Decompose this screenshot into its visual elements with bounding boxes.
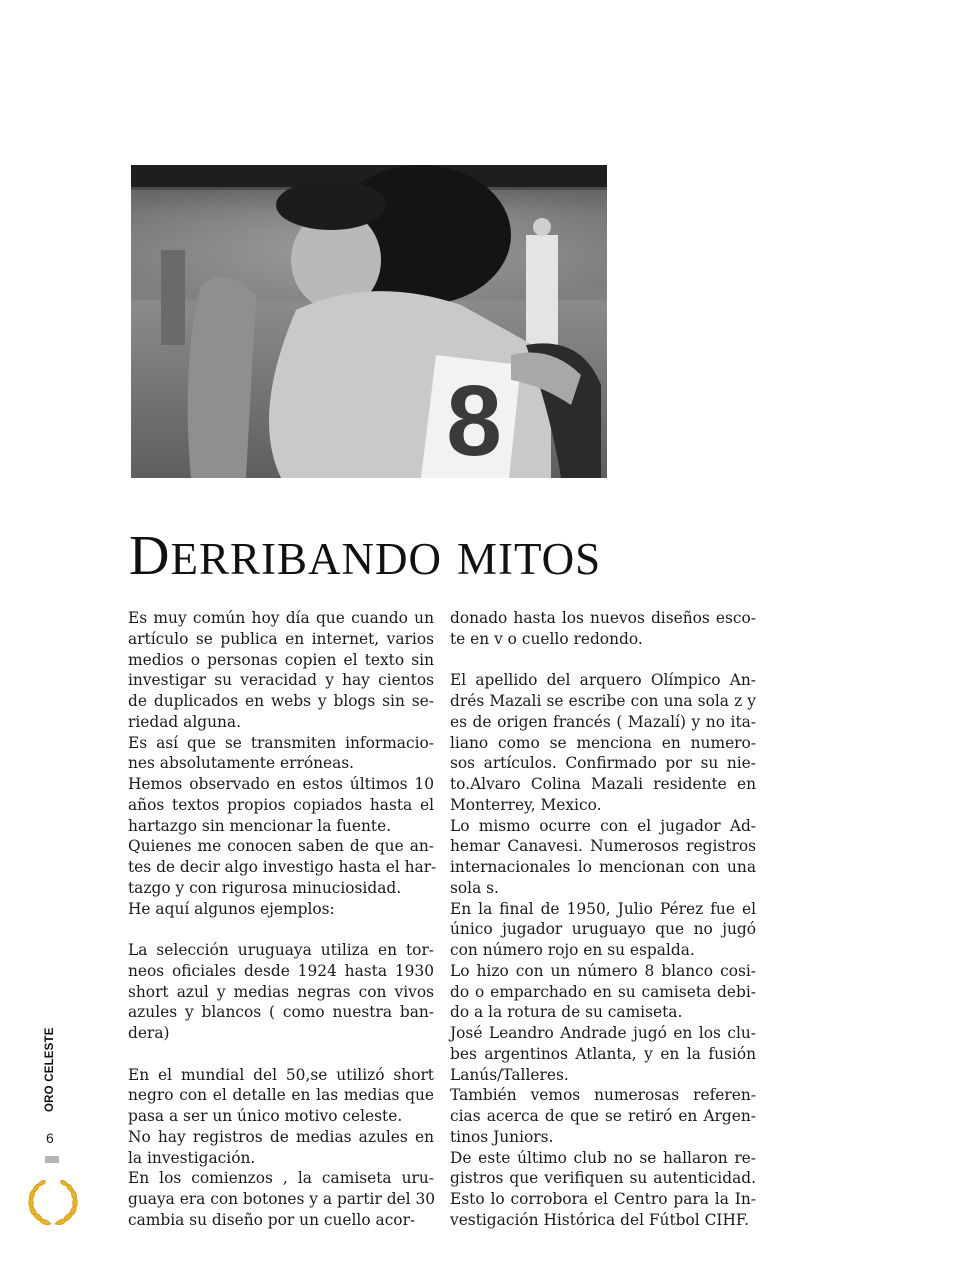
text-line: Lo mismo ocurre con el jugador Ad-	[450, 816, 756, 835]
article-title	[129, 525, 602, 587]
article-paragraph	[128, 1127, 434, 1169]
text-line: riedad alguna.	[128, 712, 242, 731]
text-line: nes absolutamente erróneas.	[128, 754, 355, 773]
text-line: vestigación Histórica del Fútbol CIHF.	[450, 1210, 750, 1229]
article-paragraph	[450, 961, 756, 1023]
text-line: dera)	[128, 1024, 170, 1042]
text-line: Monterrey, Mexico.	[450, 795, 602, 814]
paragraph-gap	[128, 919, 434, 940]
text-line: Es muy común hoy día que cuando un	[128, 609, 434, 627]
text-line: En el mundial del 50,se utilizó short	[128, 1065, 434, 1084]
text-line: Lanús/Talleres.	[450, 1065, 569, 1084]
text-line: hemar Canavesi. Numerosos registros	[450, 837, 756, 856]
article-paragraph	[450, 1085, 756, 1147]
text-line: Quienes me conocen saben de que an-	[128, 837, 434, 856]
text-line: José Leandro Andrade jugó en los clu-	[450, 1024, 756, 1042]
text-line: hartazgo sin mencionar la fuente.	[128, 816, 392, 835]
article-photo	[131, 165, 607, 478]
article-paragraph	[128, 940, 434, 1044]
text-line: investigar su veracidad y hay cientos	[128, 671, 434, 690]
text-line: do o emparchado en su camiseta debi-	[450, 982, 756, 1001]
text-line: He aquí algunos ejemplos:	[128, 899, 335, 918]
text-line: tazgo y con rigurosa minuciosidad.	[128, 878, 402, 897]
article-paragraph	[128, 608, 434, 733]
text-line: De este último club no se hallaron re-	[450, 1148, 756, 1167]
text-line: Hemos observado en estos últimos 10	[128, 775, 434, 793]
text-line: tes de decir algo investigo hasta el har-	[128, 858, 437, 876]
text-line: donado hasta los nuevos diseños esco-	[450, 609, 756, 627]
text-line: También vemos numerosas referen-	[450, 1086, 756, 1105]
players-embracing-photo	[131, 165, 607, 478]
paragraph-gap	[450, 650, 756, 671]
article-paragraph	[128, 1065, 434, 1127]
article-paragraph	[450, 1148, 756, 1231]
shirt-number: 8	[446, 365, 502, 477]
article-paragraph	[450, 899, 756, 961]
paragraph-gap	[128, 1044, 434, 1065]
text-line: Lo hizo con un número 8 blanco cosi-	[450, 961, 756, 980]
text-line: La selección uruguaya utiliza en tor-	[128, 941, 434, 959]
text-line: En los comienzos , la camiseta uru-	[128, 1169, 434, 1188]
text-line: drés Mazali se escribe con una sola z y	[450, 692, 756, 710]
text-line: de duplicados en webs y blogs sin se-	[128, 692, 434, 710]
text-line: to.Alvaro Colina Mazali residente en	[450, 775, 756, 793]
title-initial: D	[129, 525, 171, 587]
text-line: azules y blancos ( como nuestra ban-	[128, 1003, 434, 1022]
article-paragraph	[450, 670, 756, 815]
article-paragraph	[128, 774, 434, 836]
text-line: Esto lo corrobora el Centro para la In-	[450, 1190, 756, 1208]
text-line: neos oficiales desde 1924 hasta 1930	[128, 961, 434, 980]
publication-name: ORO CELESTE	[44, 1027, 56, 1112]
text-line: artículo se publica en internet, varios	[128, 629, 434, 648]
text-line: internacionales lo mencionan con una	[450, 858, 756, 876]
text-line: cias acerca de que se retiró en Argen-	[450, 1107, 756, 1125]
article-paragraph	[128, 1168, 434, 1230]
text-line: sos artículos. Confirmado por su nie-	[450, 754, 756, 773]
text-line: te en v o cuello redondo.	[450, 629, 643, 648]
text-line: liano como se menciona en numero-	[450, 733, 756, 752]
text-line: No hay registros de medias azules en	[128, 1127, 434, 1146]
laurel-wreath-icon	[27, 1178, 79, 1228]
text-line: tinos Juniors.	[450, 1127, 554, 1146]
text-line: la investigación.	[128, 1148, 256, 1167]
text-line: medios o personas copien el texto sin	[128, 650, 434, 669]
page-number: 6	[46, 1130, 54, 1146]
text-line: años textos propios copiados hasta el	[128, 795, 434, 814]
text-line: guaya era con botones y a partir del 30	[128, 1190, 436, 1208]
text-line: short azul y medias negras con vivos	[128, 982, 434, 1001]
title-word-2: MITOS	[456, 534, 602, 584]
text-line: único jugador uruguayo que no jugó	[450, 920, 756, 939]
text-line: gistros que verifiquen su autenticidad.	[450, 1169, 756, 1188]
page-marker-bar	[45, 1156, 59, 1163]
text-line: es de origen francés ( Mazalí) y no ita-	[450, 712, 756, 731]
article-paragraph	[128, 836, 437, 898]
article-column-right	[450, 608, 756, 1231]
text-line: sola s.	[450, 878, 499, 897]
text-line: do a la rotura de su camiseta.	[450, 1003, 683, 1022]
text-line: En la final de 1950, Julio Pérez fue el	[450, 899, 756, 918]
article-column-left	[128, 608, 437, 1231]
article-paragraph	[128, 733, 434, 775]
article-paragraph	[128, 899, 434, 920]
text-line: pasa a ser un único motivo celeste.	[128, 1107, 403, 1125]
text-line: El apellido del arquero Olímpico An-	[450, 671, 756, 690]
text-line: con número rojo en su espalda.	[450, 941, 695, 959]
text-line: Es así que se transmiten informacio-	[128, 733, 434, 752]
text-line: negro con el detalle en las medias que	[128, 1086, 434, 1105]
text-line: cambia su diseño por un cuello acor-	[128, 1210, 416, 1229]
article-paragraph	[450, 1023, 756, 1085]
text-line: bes argentinos Atlanta, y en la fusión	[450, 1044, 756, 1063]
title-word-1: ERRIBANDO	[170, 534, 442, 584]
article-paragraph	[450, 608, 756, 650]
article-paragraph	[450, 816, 756, 899]
